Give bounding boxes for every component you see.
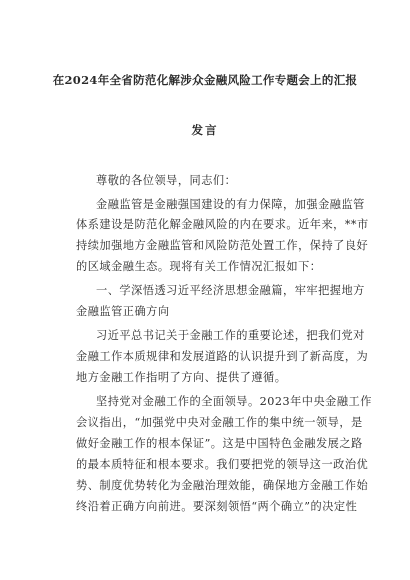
paragraph-line: 习近平总书记关于金融工作的重要论述，把我们党对 <box>96 329 365 342</box>
paragraph-line: 地方金融工作指明了方向、提供了遵循。 <box>76 371 287 384</box>
paragraph-line: 金融监管是金融强国建设的有力保障，加强金融监管 <box>96 198 365 211</box>
paragraph-line: 坚持党对金融工作的全面领导。2023年中央金融工作 <box>96 395 372 408</box>
paragraph-line: 的区域金融生态。现将有关工作情况汇报如下： <box>76 260 322 273</box>
paragraph-line: 体系建设是防范化解金融风险的内在要求。近年来，**市 <box>76 218 369 231</box>
paragraph-line: 终沿着正确方向前进。要深刻领悟“两个确立”的决定性 <box>76 500 358 513</box>
paragraph-line: 的最本质特征和根本要求。我们要把党的领导这一政治优 <box>76 458 369 471</box>
document-title-continued: 发言 <box>191 123 219 137</box>
paragraph-line: 金融工作本质规律和发展道路的认识提升到了新高度，为 <box>76 350 369 363</box>
salutation: 尊敬的各位领导，同志们： <box>96 174 237 187</box>
paragraph-line: 持续加强地方金融监管和风险防范处置工作，保持了良好 <box>76 239 369 252</box>
paragraph-line: 做好金融工作的根本保证”。这是中国特色金融发展之路 <box>76 437 363 450</box>
section-heading-continued: 金融监管正确方向 <box>76 305 170 318</box>
paragraph-line: 会议指出，“加强党中央对金融工作的集中统一领导，是 <box>76 416 363 429</box>
document-title: 在2024年全省防范化解涉众金融风险工作专题会上的汇报 <box>52 73 358 87</box>
paragraph-line: 势、制度优势转化为金融治理效能，确保地方金融工作始 <box>76 479 369 492</box>
section-heading: 一、学深悟透习近平经济思想金融篇，牢牢把握地方 <box>96 284 365 297</box>
